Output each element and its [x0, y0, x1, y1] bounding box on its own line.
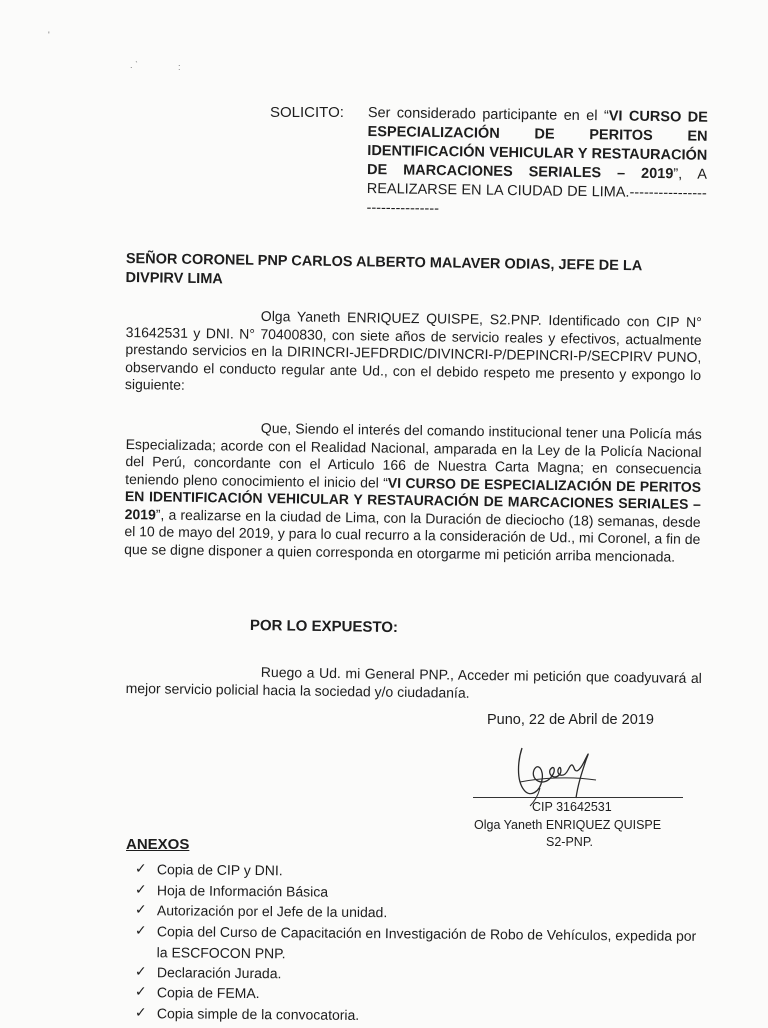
paragraph-request-lead: Que, Siendo el interés del comando institucional tener una Policía más Especializada; acorde con el Realidad Nacional, amparada en la Ley de la Policía Nacional del Perú, concordante con el Articulo 166 de Nuestra Carta Magna; en consecuencia teniendo pleno conocimiento el inicio del “: [125, 419, 702, 491]
paragraph-closing-text: Ruego a Ud. mi General PNP., Acceder mi petición que coadyuvará al mejor servicio policial hacia la sociedad y/o ciudadanía.: [125, 663, 702, 701]
anexos-heading: ANEXOS: [126, 836, 190, 853]
solicito-text: [366, 104, 708, 223]
paragraph-introduction: [125, 306, 702, 402]
scan-speck: :: [178, 62, 181, 72]
check-icon: ✓: [134, 881, 147, 898]
scan-speck: ': [48, 30, 50, 40]
paragraph-request: [124, 418, 702, 566]
check-icon: ✓: [134, 860, 147, 878]
paragraph-closing: [126, 662, 702, 705]
list-item-label: Autorización por el Jefe de la unidad.: [156, 902, 388, 921]
list-item: [135, 1003, 705, 1028]
scan-speck: . ˋ: [130, 60, 138, 70]
paragraph-introduction-text: Olga Yaneth ENRIQUEZ QUISPE, S2.PNP. Identificado con CIP N° 31642531 y DNI. N° 70400830, con siete años de servicio reales y efectivos, actualmente prestando servicios en la DIRINCRI-JEFDRDIC/DIVINCRI-P/DEPINCRI-P/SECPIRV PUNO, observando el conducto regular ante Ud., con el debido respeto me presento y expongo lo siguiente:: [124, 307, 702, 393]
list-item-label: Hoja de Información Básica: [156, 881, 329, 900]
anexos-list: [135, 859, 705, 1023]
solicito-text-lead: Ser considerado participante en el “: [367, 104, 609, 125]
paragraph-request-course: VI CURSO DE ESPECIALIZACIÓN DE PERITOS EN IDENTIFICACIÓN VEHICULAR Y RESTAURACIÓN DE MARCACIONES SERIALES – 2019: [124, 474, 702, 522]
document-date: Puno, 22 de Abril de 2019: [487, 712, 654, 728]
solicito-label: SOLICITO:: [270, 104, 344, 121]
list-item-label: Copia de FEMA.: [156, 984, 260, 1002]
list-item-label: Copia simple de la convocatoria.: [156, 1004, 360, 1023]
paragraph-request-tail: ”, a realizarse en la ciudad de Lima, con la Duración de dieciocho (18) semanas, desde el 10 de mayo del 2019, y para lo cual recurro a la consideración de Ud., mi Coronel, a fin de que se digne disponer a quien corresponda en otorgarme mi petición arriba mencionada.: [124, 505, 701, 565]
signature-name: Olga Yaneth ENRIQUEZ QUISPE: [474, 818, 662, 832]
signature-line: [473, 797, 683, 798]
list-item-label: Copia de CIP y DNI.: [156, 861, 283, 879]
list-item-label: Declaración Jurada.: [156, 963, 282, 981]
signature-cip: CIP 31642531: [532, 800, 612, 814]
list-item-label: Copia del Curso de Capacitación en Investigación de Robo de Vehículos, expedida por la ESCFOCON PNP.: [156, 922, 697, 961]
solicito-text-tail: ”, A REALIZARSE EN LA CIUDAD DE LIMA.-------------------------------: [366, 166, 708, 218]
check-icon: ✓: [134, 901, 147, 919]
check-icon: ✓: [134, 963, 147, 980]
list-item: [135, 921, 705, 967]
check-icon: ✓: [134, 983, 147, 1001]
check-icon: ✓: [134, 922, 147, 939]
check-icon: ✓: [134, 1004, 147, 1021]
signature-rank: S2-PNP.: [546, 835, 594, 849]
addressee: SEÑOR CORONEL PNP CARLOS ALBERTO MALAVER ODIAS, JEFE DE LA DIVPIRV LIMA: [125, 250, 642, 288]
por-lo-expuesto-heading: POR LO EXPUESTO:: [249, 617, 399, 637]
course-name: VI CURSO DE ESPECIALIZACIÓN DE PERITOS EN IDENTIFICACIÓN VEHICULAR Y RESTAURACIÓN DE MARCACIONES SERIALES – 2019: [366, 108, 708, 183]
